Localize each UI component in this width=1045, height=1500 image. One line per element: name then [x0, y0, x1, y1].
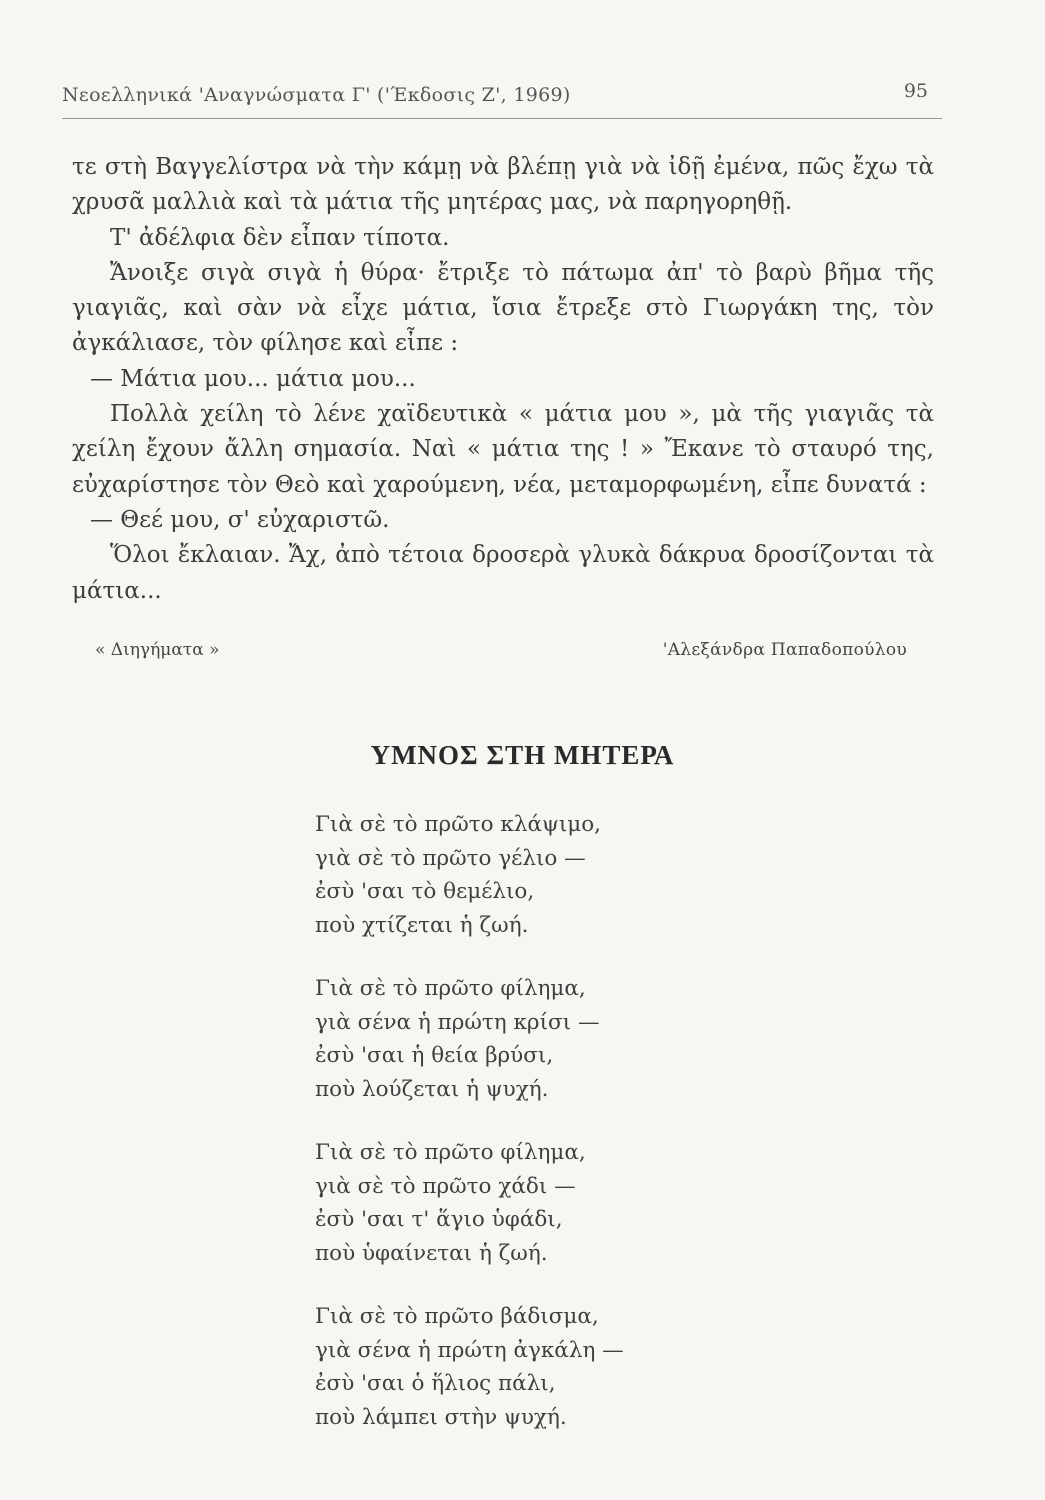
poem-line: ἐσὺ 'σαι ὁ ἥλιος πάλι,: [315, 1371, 556, 1396]
poem-line: ἐσὺ 'σαι ἡ θεία βρύσι,: [315, 1043, 554, 1068]
dialogue-line: — Θεέ μου, σ' εὐχαριστῶ.: [90, 506, 390, 533]
running-title: Νεοελληνικά 'Αναγνώσματα Γ' ('Έκδοσις Ζ', 1969): [62, 84, 571, 106]
running-header: [62, 80, 942, 119]
poem-line: ποὺ λάμπει στὴν ψυχή.: [315, 1404, 567, 1430]
paragraph: Πολλὰ χείλη τὸ λένε χαϊδευτικὰ « μάτια μου », μὰ τῆς γιαγιᾶς τὰ χείλη ἔχουν ἄλλη σημασία. Ναὶ « μάτια της ! » Ἔκανε τὸ σταυρό της, εὐχαρίστησε τὸν Θεὸ καὶ χαρούμενη, νέα, μεταμορφωμένη, εἶπε δυνατά :: [72, 401, 934, 498]
paragraph: Ἄνοιξε σιγὰ σιγὰ ἡ θύρα· ἔτριξε τὸ πάτωμα ἀπ' τὸ βαρὺ βῆμα τῆς γιαγιᾶς, καὶ σὰν νὰ εἶχε μάτια, ἴσια ἔτρεξε στὸ Γιωργάκη της, τὸν ἀγκάλιασε, τὸν φίλησε καὶ εἶπε :: [72, 259, 934, 357]
source-attribution: [95, 640, 907, 668]
poem-line: γιὰ σένα ἡ πρώτη κρίσι —: [315, 1009, 600, 1035]
poem-stanza: [315, 808, 815, 942]
poem-line: Γιὰ σὲ τὸ πρῶτο φίλημα,: [315, 976, 586, 1001]
dialogue-line: — Μάτια μου... μάτια μου...: [90, 365, 416, 392]
poem-line: Γιὰ σὲ τὸ πρῶτο φίλημα,: [315, 1140, 586, 1165]
poem-line: γιὰ σὲ τὸ πρῶτο χάδι —: [315, 1173, 576, 1199]
paragraph: τε στὴ Βαγγελίστρα νὰ τὴν κάμῃ νὰ βλέπῃ γιὰ νὰ ἰδῇ ἐμένα, πῶς ἔχω τὰ χρυσᾶ μαλλιὰ καὶ τὰ μάτια τῆς μητέρας μας, νὰ παρηγορηθῇ.: [72, 154, 934, 216]
story-text: [72, 150, 934, 609]
poem-line: ποὺ χτίζεται ἡ ζωή.: [315, 912, 529, 938]
poem-line: ἐσὺ 'σαι τὸ θεμέλιο,: [315, 879, 535, 904]
paragraph: Τ' ἀδέλφια δὲν εἶπαν τίποτα.: [110, 224, 450, 251]
poem-title: ΥΜΝΟΣ ΣΤΗ ΜΗΤΕΡΑ: [370, 740, 675, 770]
poem: [315, 808, 815, 1464]
source-author: 'Αλεξάνδρα Παπαδοπούλου: [662, 640, 907, 660]
poem-line: ποὺ ὑφαίνεται ἡ ζωή.: [315, 1240, 548, 1266]
source-title: « Διηγήματα »: [95, 640, 220, 660]
poem-stanza: [315, 1300, 815, 1434]
paragraph: Ὅλοι ἔκλαιαν. Ἄχ, ἀπὸ τέτοια δροσερὰ γλυκὰ δάκρυα δροσίζονται τὰ μάτια...: [72, 542, 934, 604]
poem-line: ἐσὺ 'σαι τ' ἅγιο ὑφάδι,: [315, 1207, 563, 1232]
poem-stanza: [315, 972, 815, 1106]
page-number: 95: [903, 80, 928, 102]
poem-line: Γιὰ σὲ τὸ πρῶτο κλάψιμο,: [315, 812, 602, 837]
poem-line: γιὰ σὲ τὸ πρῶτο γέλιο —: [315, 845, 586, 871]
poem-line: Γιὰ σὲ τὸ πρῶτο βάδισμα,: [315, 1304, 599, 1329]
poem-line: ποὺ λούζεται ἡ ψυχή.: [315, 1076, 549, 1102]
poem-stanza: [315, 1136, 815, 1270]
poem-line: γιὰ σένα ἡ πρώτη ἀγκάλη —: [315, 1337, 624, 1363]
